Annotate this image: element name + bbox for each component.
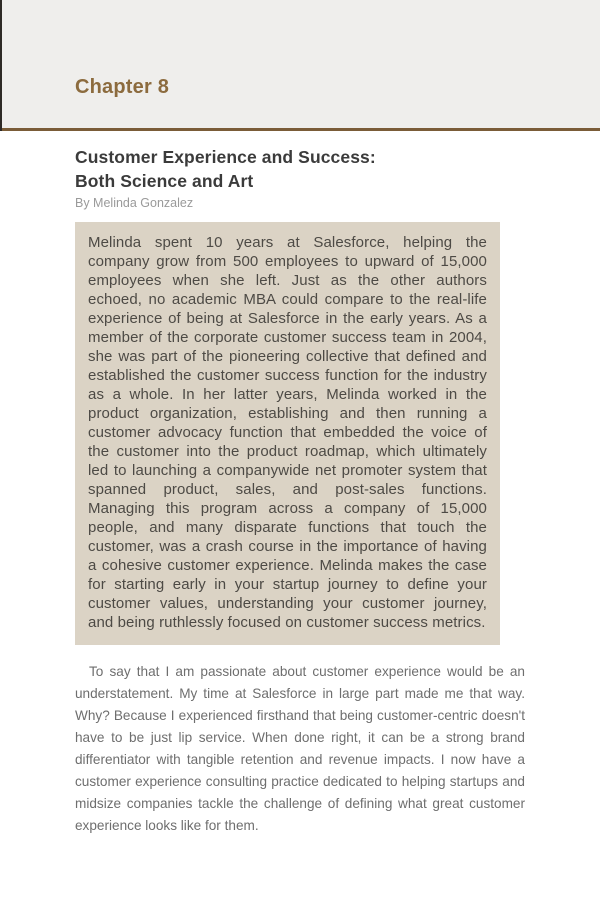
- chapter-title: [75, 145, 525, 193]
- body-paragraph: To say that I am passionate about customer experience would be an understatement. My time at Salesforce in large part made me that way. Why? Because I experienced firsthand that being customer-centric doesn't have to be just lip service. When done right, it can be a strong brand differentiator with tangible retention and revenue impacts. I now have a customer experience consulting practice dedicated to helping startups and midsize companies tackle the challenge of defining what great customer experience looks like for them.: [75, 664, 525, 833]
- title-line-1: Customer Experience and Success:: [75, 147, 376, 167]
- intro-highlight-box: [75, 222, 500, 645]
- page-left-edge: [0, 0, 2, 131]
- intro-box-text: Melinda spent 10 years at Salesforce, helping the company grow from 500 employees to upward of 15,000 employees when she left. Just as the other authors echoed, no academic MBA could compare to the real-life experience of being at Salesforce in the early years. As a member of the corporate customer success team in 2004, she was part of the pioneering collective that defined and established the customer success function for the industry as a whole. In her latter years, Melinda worked in the product organization, establishing and then running a customer advocacy function that embedded the voice of the customer into the product roadmap, which ultimately led to launching a companywide net promoter system that spanned product, sales, and post-sales functions. Managing this program across a company of 15,000 people, and many disparate functions that touch the customer, was a crash course in the importance of having a cohesive customer experience. Melinda makes the case for starting early in your startup journey to define your customer values, understanding your customer journey, and being ruthlessly focused on customer success metrics.: [88, 234, 487, 631]
- chapter-content: [75, 131, 525, 837]
- chapter-label: Chapter 8: [75, 76, 170, 98]
- title-line-2: Both Science and Art: [75, 171, 254, 191]
- chapter-header: [0, 0, 600, 131]
- byline: By Melinda Gonzalez: [75, 196, 194, 210]
